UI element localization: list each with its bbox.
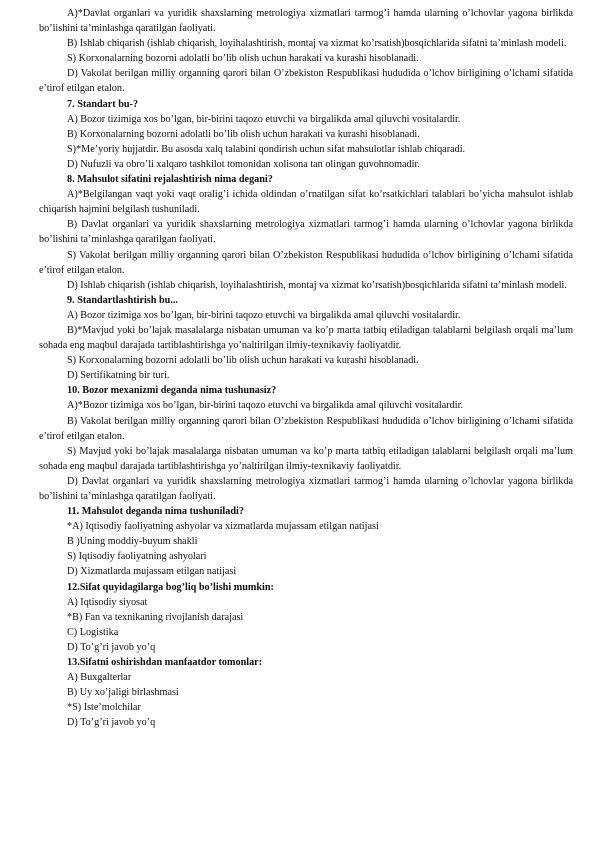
answer-option: A)*Belgilangan vaqt yoki vaqt oralig’i ichida oldindan o’rnatilgan sifat ko’rsatkichlari talablari bo’yicha mahsulot ishlab chiqarish hajmini belgilash tushuniladi.: [39, 189, 573, 216]
answer-option: A)*Bozor tizimiga xos bo’lgan, bir-birini taqozo etuvchi va birgalikda amal qiluvchi vositalardir.: [67, 400, 463, 412]
question-heading: 13.Sifatni oshirishdan manfaatdor tomonlar:: [67, 657, 263, 669]
answer-option: B) Davlat organlari va yuridik shaxslarning metrologiya xizmatlari tarmog’i hamda ularning o’lchovlar yagona birlikda bo’lishini ta’minlashga qaratilgan faoliyati.: [39, 219, 573, 246]
answer-option: S) Mavjud yoki bo’lajak masalalarga nisbatan umuman va ko’p marta tatbiq etiladigan talablarni belgilash orqali ma’lum sohada eng maqbul darajada tartiblashtirishga yo’naltirilgan ilmiy-texnikaviy faoliyatdir.: [39, 445, 573, 472]
answer-option: C) Logistika: [67, 626, 119, 638]
answer-option: B) Uy xo’jaligi birlashmasi: [67, 687, 179, 699]
answer-option: D) To’g’ri javob yo’q: [67, 641, 156, 653]
answer-option: D) Nufuzli va obro’li xalqaro tashkilot tomonidan xolisona tan olingan guvohnomadir.: [67, 158, 420, 170]
answer-option: D) Davlat organlari va yuridik shaxslarning metrologiya xizmatlari tarmog’i hamda ularning o’lchovlar yagona birlikda bo’lishini ta’minlashga qaratilgan faoliyati.: [39, 475, 573, 502]
answer-option: B) Ishlab chiqarish (ishlab chiqarish, loyihalashtirish, montaj va xizmat ko’rsatish)bosqichlarida sifatni ta’minlash modeli.: [67, 38, 567, 50]
answer-option: D) Ishlab chiqarish (ishlab chiqarish, loyihalashtirish, montaj va xizmat ko’rsatish)bosqichlarida sifatni ta’minlash modeli.: [67, 279, 567, 291]
answer-option: D) Vakolat berilgan milliy organning qarori bilan O’zbekiston Respublikasi hududida o’lchov birligining o’lchami sifatida e’tirof etilgan etalon.: [39, 68, 573, 95]
question-heading: 9. Standartlashtirish bu...: [67, 294, 178, 306]
answer-option: B) Korxonalarning bozorni adolatli bo’lib olish uchun harakati va kurashi hisoblanadi.: [67, 128, 420, 140]
answer-option: S) Korxonalarning bozorni adolatli bo’lib olish uchun harakati va kurashi hisoblanadi.: [67, 53, 419, 65]
answer-option: D) Xizmatlarda mujassam etilgan natijasi: [67, 566, 237, 578]
answer-option: A) Buxgalterlar: [67, 672, 132, 684]
answer-option: B) Vakolat berilgan milliy organning qarori bilan O’zbekiston Respublikasi hududida o’lchov birligining o’lchami sifatida e’tirof etilgan etalon.: [39, 415, 573, 442]
answer-option: S) Vakolat berilgan milliy organning qarori bilan O’zbekiston Respublikasi hududida o’lchov birligining o’lchami sifatida e’tirof etilgan etalon.: [39, 249, 573, 276]
question-heading: 10. Bozor mexanizmi deganda nima tushunasiz?: [67, 385, 277, 397]
answer-option: D) Sertifikatning bir turi.: [67, 370, 170, 382]
answer-option: A) Bozor tizimiga xos bo’lgan, bir-birini taqozo etuvchi va birgalikda amal qiluvchi vositalardir.: [67, 309, 461, 321]
answer-option: *S) Iste’molchilar: [67, 702, 141, 714]
answer-option: *B) Fan va texnikaning rivojlanish darajasi: [67, 611, 244, 623]
answer-option: B)*Mavjud yoki bo’lajak masalalarga nisbatan umuman va ko’p marta tatbiq etiladigan talablarni belgilash orqali ma’lum sohada eng maqbul darajada tartiblashtirishga yo’naltirilgan ilmiy-texnikaviy faoliyatdir.: [39, 324, 573, 352]
question-heading: 12.Sifat quyidagilarga bog’liq bo’lishi mumkin:: [67, 581, 274, 593]
answer-option: *A) Iqtisodiy faoliyatning ashyolar va xizmatlarda mujassam etilgan natijasi: [67, 521, 379, 533]
question-heading: 8. Mahsulot sifatini rejalashtirish nima degani?: [67, 174, 273, 186]
answer-option: S) Korxonalarning bozorni adolatli bo’lib olish uchun harakati va kurashi hisoblanadi.: [67, 355, 419, 367]
answer-option: A)*Davlat organlari va yuridik shaxslarning metrologiya xizmatlari tarmog’i hamda ularning o’lchovlar yagona birlikda bo’lishini ta’minlashga qaratilgan faoliyati.: [39, 8, 573, 35]
answer-option: S)*Me’yoriy hujjatdir. Bu asosda xalq talabini qondirish uchun sifat mahsulotlar ishlab chiqaradi.: [67, 143, 466, 155]
answer-option: A) Bozor tizimiga xos bo’lgan, bir-birini taqozo etuvchi va birgalikda amal qiluvchi vositalardir.: [67, 113, 461, 125]
question-heading: 11. Mahsulot deganda nima tushuniladi?: [67, 506, 244, 518]
answer-option: S) Iqtisodiy faoliyatning ashyolari: [67, 551, 207, 563]
answer-option: D) To’g’ri javob yo’q: [67, 717, 156, 729]
answer-option: A) Iqtisodiy siyosat: [67, 596, 148, 608]
answer-option: B )Uning moddiy-buyum shakli: [67, 536, 198, 548]
question-heading: 7. Standart bu-?: [67, 98, 139, 110]
